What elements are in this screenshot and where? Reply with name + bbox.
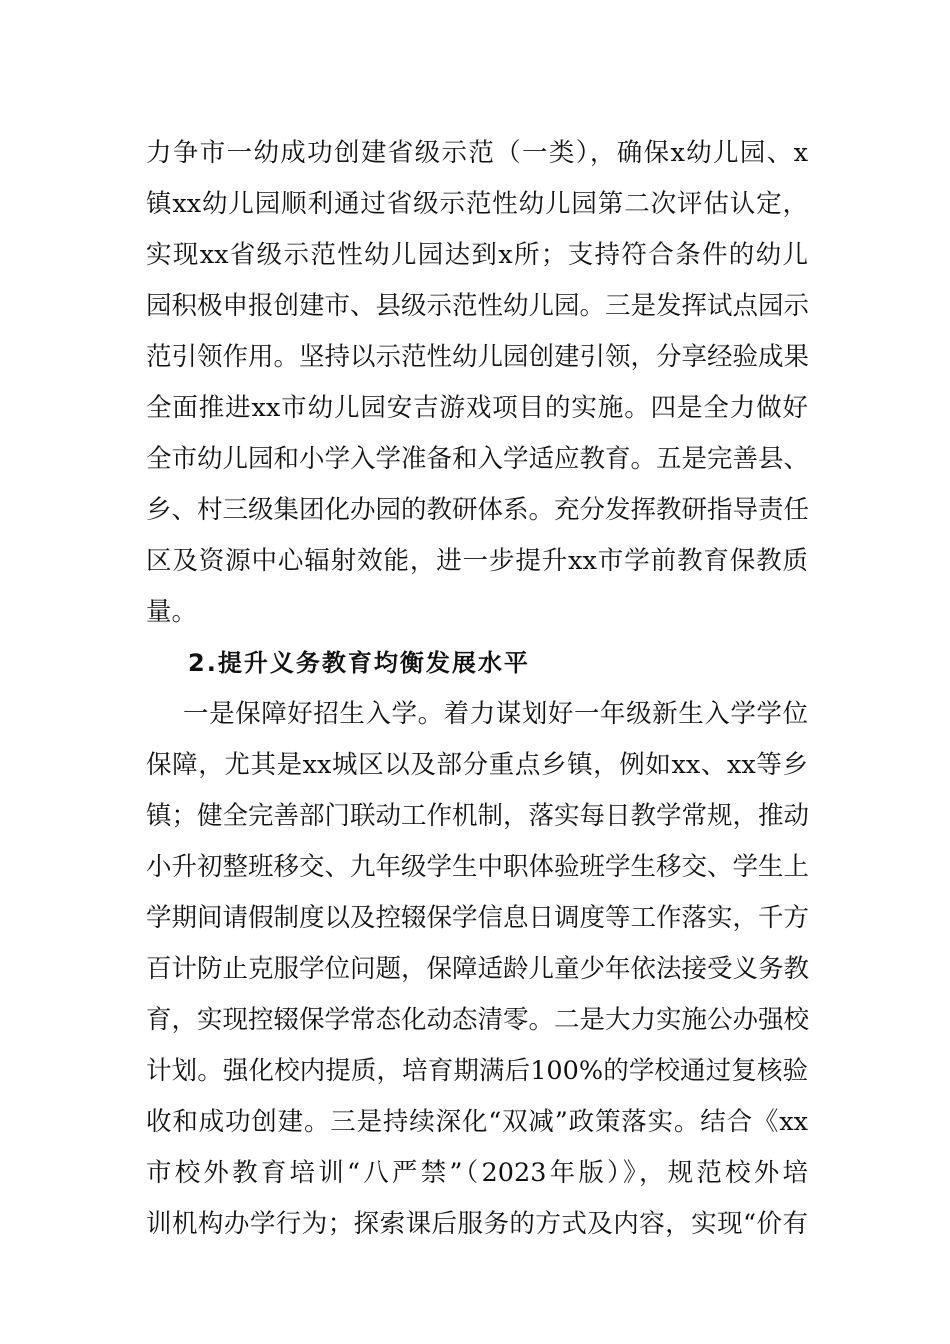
- paragraph-line: 计划。强化校内提质，培育期满后100%的学校通过复核验: [146, 1056, 808, 1086]
- paragraph-line: 乡、村三级集团化办园的教研体系。充分发挥教研指导责任: [146, 495, 810, 525]
- paragraph-line: 镇xx幼儿园顺利通过省级示范性幼儿园第二次评估认定，: [146, 189, 808, 219]
- paragraph-line: 一是保障好招生入学。着力谋划好一年级新生入学学位: [183, 699, 808, 729]
- paragraph-line: 量。: [146, 597, 198, 627]
- paragraph-line: 训机构办学行为；探索课后服务的方式及内容，实现“价有: [146, 1209, 808, 1239]
- paragraph-line: 全面推进xx市幼儿园安吉游戏项目的实施。四是全力做好: [146, 393, 808, 423]
- paragraph-line: 收和成功创建。三是持续深化“双减”政策落实。结合《xx: [146, 1107, 808, 1137]
- paragraph-line: 全市幼儿园和小学入学准备和入学适应教育。五是完善县、: [146, 444, 810, 474]
- paragraph-line: 育，实现控辍保学常态化动态清零。二是大力实施公办强校: [146, 1005, 810, 1035]
- paragraph-line: 实现xx省级示范性幼儿园达到x所；支持符合条件的幼儿: [146, 240, 808, 270]
- paragraph-line: 市校外教育培训“八严禁”（2023年版）》，规范校外培: [146, 1158, 808, 1188]
- section-heading: 2.提升义务教育均衡发展水平: [188, 649, 530, 677]
- paragraph-line: 保障，尤其是xx城区以及部分重点乡镇，例如xx、xx等乡: [146, 750, 808, 780]
- paragraph-line: 镇；健全完善部门联动工作机制，落实每日教学常规，推动: [146, 801, 810, 831]
- paragraph-line: 园积极申报创建市、县级示范性幼儿园。三是发挥试点园示: [146, 291, 810, 321]
- paragraph-line: 区及资源中心辐射效能，进一步提升xx市学前教育保教质: [146, 546, 808, 576]
- paragraph-line: 力争市一幼成功创建省级示范（一类），确保x幼儿园、x: [146, 138, 808, 168]
- paragraph-line: 百计防止克服学位问题，保障适龄儿童少年依法接受义务教: [146, 954, 810, 984]
- paragraph-line: 学期间请假制度以及控辍保学信息日调度等工作落实，千方: [146, 903, 810, 933]
- document-body: [146, 133, 808, 1255]
- paragraph-line: 范引领作用。坚持以示范性幼儿园创建引领，分享经验成果: [146, 342, 810, 372]
- paragraph-line: 小升初整班移交、九年级学生中职体验班学生移交、学生上: [146, 852, 810, 882]
